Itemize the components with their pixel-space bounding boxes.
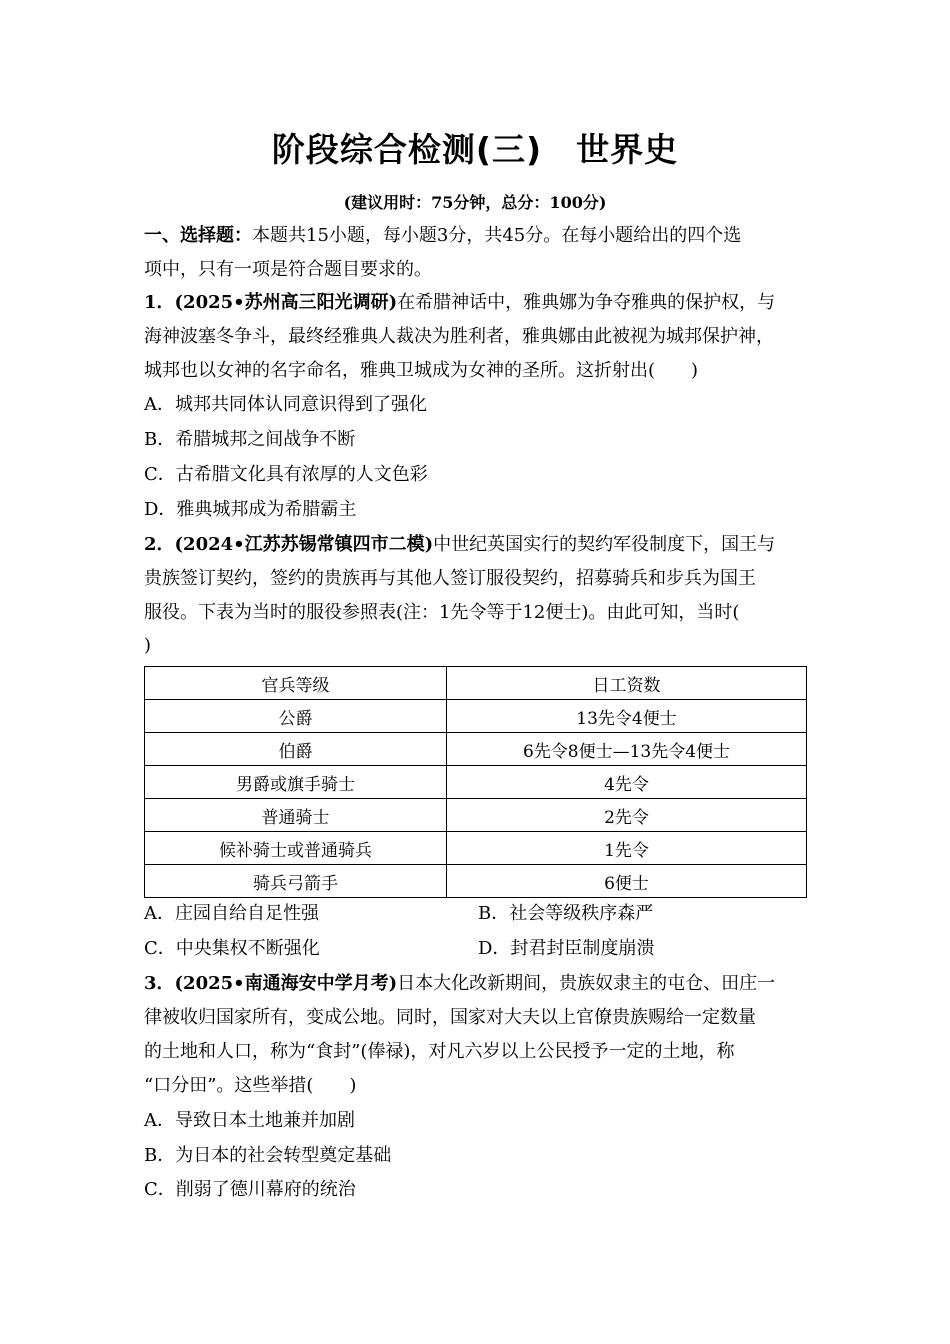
q2-source: (2024•江苏苏锡常镇四市二模)	[174, 534, 434, 555]
rank-cell: 骑兵弓箭手	[145, 865, 447, 898]
q1-source: (2025•苏州高三阳光调研)	[174, 292, 398, 313]
q1-option-a: A．城邦共同体认同意识得到了强化	[144, 394, 427, 415]
q2-stem-text: 中世纪英国实行的契约军役制度下，国王与	[433, 534, 776, 555]
section-intro-text: 本题共15小题，每小题3分，共45分。在每小题给出的四个选	[252, 225, 742, 246]
q2-stem-line-3: 服役。下表为当时的服役参照表(注：1先令等于12便士)。由此可知，当时(	[144, 602, 740, 623]
section-intro-line-2: 项中，只有一项是符合题目要求的。	[144, 259, 432, 280]
table-row	[145, 766, 807, 799]
wage-cell: 6便士	[447, 865, 807, 898]
wage-cell: 4先令	[447, 766, 807, 799]
q1-number: 1．	[144, 292, 175, 313]
table-row	[145, 799, 807, 832]
section-intro-line-1	[144, 224, 824, 248]
title-topic: 世界史	[576, 130, 679, 169]
q2-stem-line-2: 贵族签订契约，签约的贵族再与其他人签订服役契约，招募骑兵和步兵为国王	[144, 568, 756, 589]
q1-stem-line-3: 城邦也以女神的名字命名，雅典卫城成为女神的圣所。这折射出( )	[144, 360, 699, 381]
table-header-row	[145, 667, 807, 700]
section-heading: 一、选择题：	[144, 225, 252, 246]
q3-option-a: A．导致日本土地兼并加剧	[144, 1110, 355, 1131]
q1-option-c: C．古希腊文化具有浓厚的人文色彩	[144, 464, 428, 485]
q1-option-d: D．雅典城邦成为希腊霸主	[144, 499, 357, 520]
q1-stem-line-1	[144, 291, 824, 315]
q2-option-d: D．封君封臣制度崩溃	[478, 938, 655, 959]
wage-cell: 1先令	[447, 832, 807, 865]
rank-cell: 伯爵	[145, 733, 447, 766]
q2-number: 2．	[144, 534, 175, 555]
q3-number: 3．	[144, 973, 175, 994]
q3-stem-text: 日本大化改新期间，贵族奴隶主的屯仓、田庄一	[397, 973, 776, 994]
table-row	[145, 700, 807, 733]
table-row	[145, 865, 807, 898]
q2-stem-line-4: )	[144, 635, 152, 656]
table-row	[145, 832, 807, 865]
q3-stem-line-1	[144, 972, 824, 996]
q1-stem-line-2: 海神波塞冬争斗，最终经雅典人裁决为胜利者，雅典娜由此被视为城邦保护神，	[144, 326, 774, 347]
q1-stem-text: 在希腊神话中，雅典娜为争夺雅典的保护权，与	[397, 292, 776, 313]
wage-cell: 13先令4便士	[447, 700, 807, 733]
wage-cell: 6先令8便士—13先令4便士	[447, 733, 807, 766]
time-score-note: (建议用时：75分钟，总分：100分)	[343, 193, 607, 212]
title-main: 阶段综合检测(三)	[271, 130, 543, 169]
q2-option-b: B．社会等级秩序森严	[478, 903, 654, 924]
q2-option-a: A．庄园自给自足性强	[144, 903, 319, 924]
q3-stem-line-4: “口分田”。这些举措( )	[144, 1075, 357, 1096]
q3-stem-line-3: 的土地和人口，称为“食封”(俸禄)，对凡六岁以上公民授予一定的土地，称	[144, 1041, 735, 1062]
table-row	[145, 733, 807, 766]
rank-cell: 公爵	[145, 700, 447, 733]
page-title	[0, 124, 950, 171]
q3-option-c: C．削弱了德川幕府的统治	[144, 1179, 356, 1200]
rank-cell: 普通骑士	[145, 799, 447, 832]
table-header-cell: 官兵等级	[145, 667, 447, 700]
rank-cell: 候补骑士或普通骑兵	[145, 832, 447, 865]
table-header-cell: 日工资数	[447, 667, 807, 700]
rank-cell: 男爵或旗手骑士	[145, 766, 447, 799]
q1-option-b: B．希腊城邦之间战争不断	[144, 429, 356, 450]
wage-cell: 2先令	[447, 799, 807, 832]
q3-stem-line-2: 律被收归国家所有，变成公地。同时，国家对大夫以上官僚贵族赐给一定数量	[144, 1007, 756, 1028]
q3-source: (2025•南通海安中学月考)	[174, 973, 398, 994]
q3-option-b: B．为日本的社会转型奠定基础	[144, 1145, 392, 1166]
wage-table	[144, 666, 807, 898]
q2-option-c: C．中央集权不断强化	[144, 938, 320, 959]
q2-stem-line-1	[144, 533, 824, 557]
